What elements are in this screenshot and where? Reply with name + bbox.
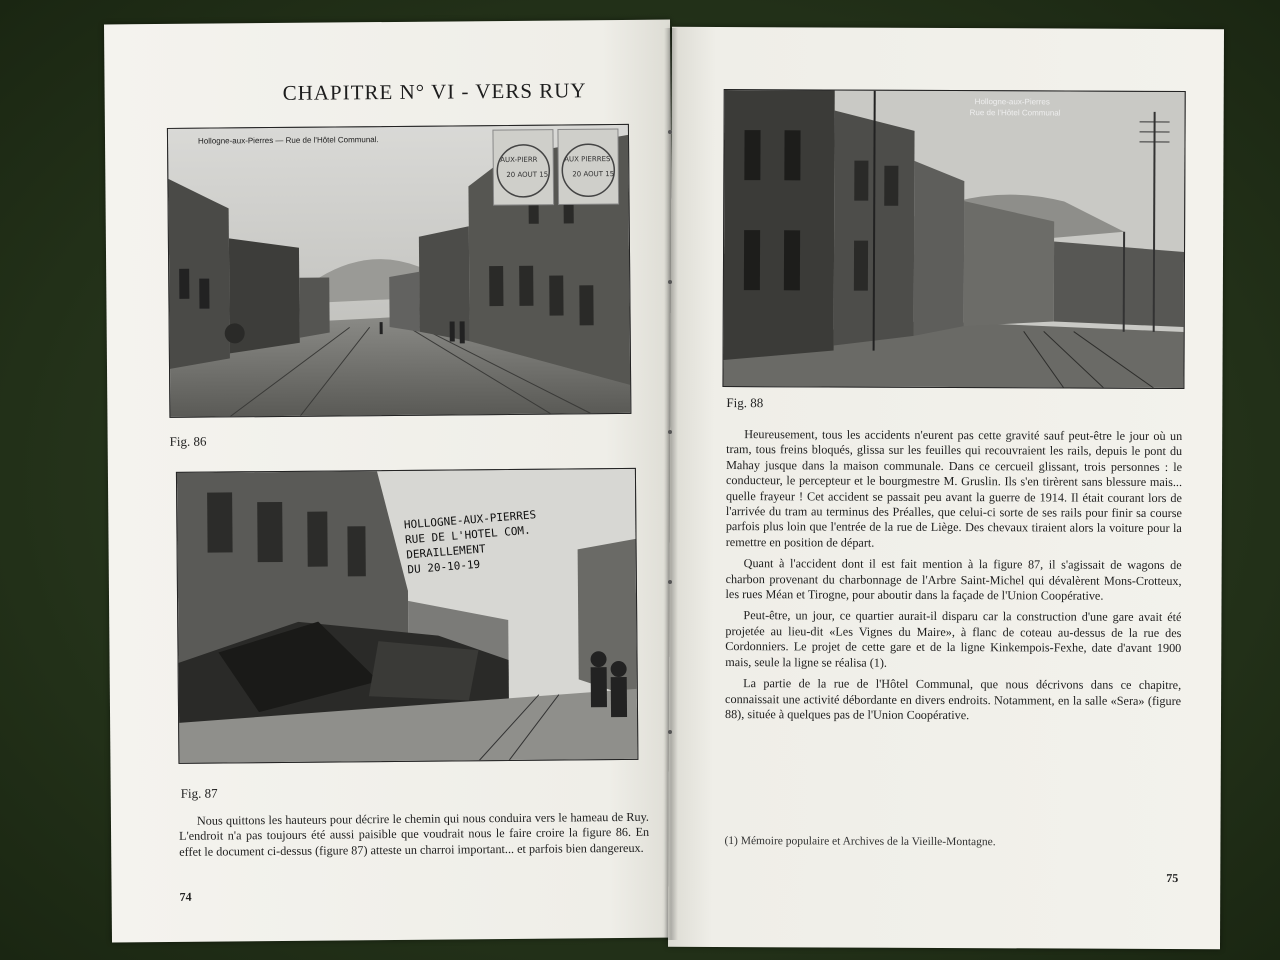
stamp-text: 20 AOUT 15 [506,170,549,179]
figure-87-caption: Fig. 87 [180,785,218,801]
binding-stitch [668,280,672,284]
figure-86-photo [167,124,632,418]
figure-88-caption: Fig. 88 [726,395,764,411]
paragraph: Heureusement, tous les accidents n'eurent pas cette gravité sauf peut-être le jour où un tram, tous freins bloqués, glissa sur les feuilles qui recouvraient les rails, depuis le pont du Mahay jusque dans la maison communale. Dans ce cercueil glissant, trois personnes : le conducteur, le percepteur et le bourgmestre M. Gruslin. Ils s'en tirèrent sans blessure mais... quelle frayeur ! Cet accident se passait peu avant la guerre de 1914. Il était courant lors de l'arrivée du tram au terminus des Préalles, que celui-ci sorte de ses rails pour finir sa course parfois plus loin que l'entrée de la rue de Liège. Des chevaux tiraient alors la voiture pour la remettre en position de départ. [725,427,1183,550]
stamp-text: 20 AOUT 15 [572,170,615,179]
book-gutter [664,28,678,940]
page-number-left: 74 [179,889,192,904]
derailment-scene-image [177,469,638,763]
left-paragraph [179,810,649,866]
footnote: (1) Mémoire populaire et Archives de la Vieille-Montagne. [724,835,996,849]
stamp-text: AUX PIERRES [564,155,611,164]
binding-stitch [668,430,672,434]
binding-stitch [668,130,672,134]
figure-87-photo [176,468,639,764]
handwritten-annotation: HOLLOGNE-AUX-PIERRES RUE DE L'HOTEL COM. DERAILLEMENT DU 20-10-19 [403,508,537,577]
right-body [725,427,1182,730]
postcard-header: Rue de l'Hôtel Communal [969,108,1061,118]
paragraph: Peut-être, un jour, ce quartier aurait-il disparu car la construction d'une gare avait été projetée au lieu-dit «Les Vignes du Maire», à flanc de coteau au-dessus de la rue des Cordonniers. Le projet de cette gare et de la ligne Kinkempois-Fexhe, date d'avant 1900 mais, seule la ligne se réalisa (1). [725,608,1182,670]
figure-86-caption: Fig. 86 [169,433,207,449]
paragraph: Quant à l'accident dont il est fait mention à la figure 87, il s'agissait de wagons de charbon provenant du charbonnage de l'Arbre Saint-Michel qui dévalèrent Mons-Crotteux, les rues Méan et Tirogne, pour aboutir dans la façade de l'Union Coopérative. [725,556,1182,603]
street-scene-image [168,125,630,417]
right-page [668,27,1224,949]
chapter-title: CHAPITRE N° VI - VERS RUY [282,78,587,105]
street-scene-image [723,90,1184,388]
paragraph: La partie de la rue de l'Hôtel Communal, que nous décrivons dans ce chapitre, connaissait une activité débordante en divers endroits. Notamment, en la salle «Sera» (figure 88), située à quelques pas de l'Union Coopérative. [724,676,1182,723]
paragraph: Nous quittons les hauteurs pour décrire le chemin qui nous conduira vers le hameau de Ruy. L'endroit n'a pas toujours été aussi paisible que voudrait nous le faire croire la figure 86. En effet le document ci-dessus (figure 87) atteste un charroi important... et parfois bien dangereux. [179,809,650,859]
page-number-right: 75 [1166,870,1179,886]
stamp-text: AUX-PIERR [500,155,538,165]
binding-stitch [668,730,672,734]
postcard-header: Hollogne-aux-Pierres — Rue de l'Hôtel Communal. [197,135,379,146]
figure-88-photo [722,89,1185,389]
binding-stitch [668,580,672,584]
postcard-header: Hollogne-aux-Pierres [974,97,1050,107]
left-page [104,20,678,943]
